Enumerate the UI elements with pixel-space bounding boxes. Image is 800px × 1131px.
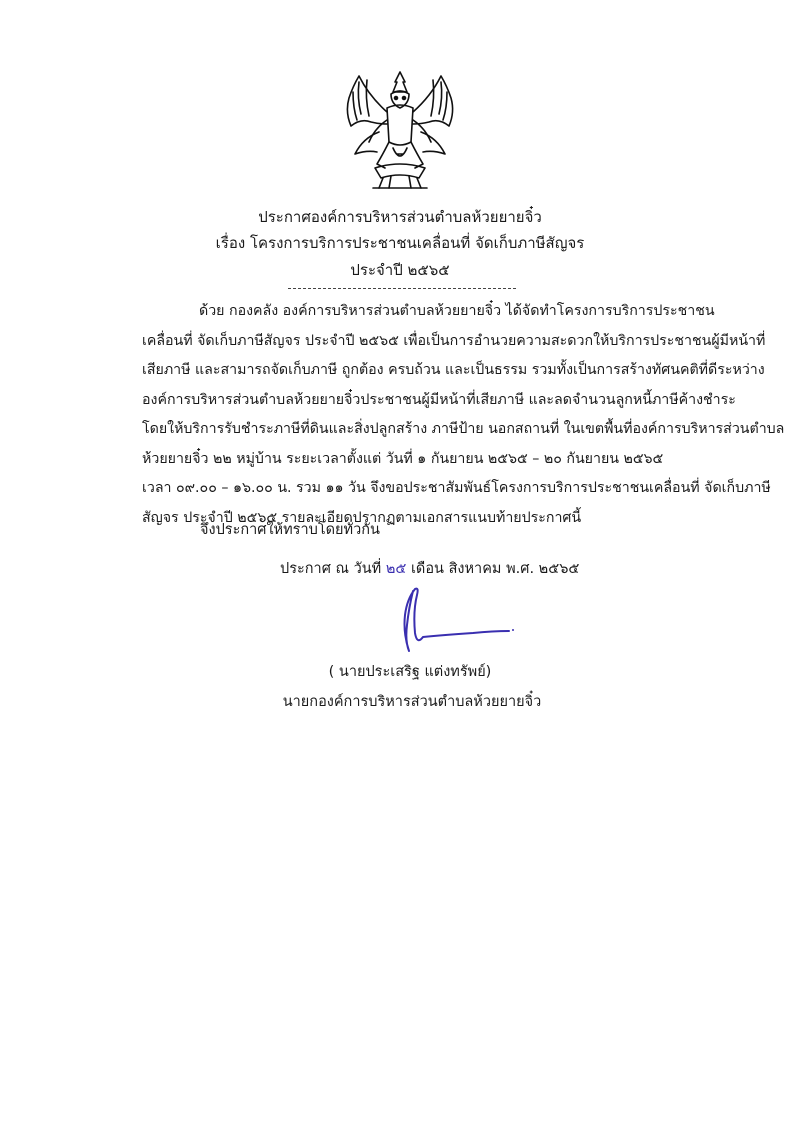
body-line: ด้วย กองคลัง องค์การบริหารส่วนตำบลห้วยยายจิ๋ว ได้จัดทำโครงการบริการประชาชน [199, 303, 715, 319]
announcement-title: ประกาศองค์การบริหารส่วนตำบลห้วยยายจิ๋ว [258, 208, 542, 226]
garuda-emblem [339, 68, 461, 194]
heading-divider [288, 288, 516, 289]
closing-statement: จึงประกาศให้ทราบโดยทั่วกัน [200, 522, 380, 538]
signer-name: ( นายประเสริฐ แต่งทรัพย์) [328, 664, 492, 680]
announcement-year: ประจำปี ๒๕๖๕ [350, 261, 450, 279]
body-line: โดยให้บริการรับชำระภาษีที่ดินและสิ่งปลูกสร้าง ภาษีป้าย นอกสถานที่ ในเขตพื้นที่องค์การบริหารส่วนตำบล [142, 421, 785, 437]
body-line: ห้วยยายจิ๋ว ๒๒ หมู่บ้าน ระยะเวลาตั้งแต่ วันที่ ๑ กันยายน ๒๕๖๕ – ๒๐ กันยายน ๒๕๖๕ [142, 450, 664, 467]
announcement-subject: เรื่อง โครงการบริการประชาชนเคลื่อนที่ จัดเก็บภาษีสัญจร [215, 234, 585, 252]
date-suffix: เดือน สิงหาคม พ.ศ. ๒๕๖๕ [410, 561, 580, 577]
date-day-handwritten: ๒๕ [385, 561, 407, 577]
body-line: เวลา ๐๙.๐๐ – ๑๖.๐๐ น. รวม ๑๑ วัน จึงขอประชาสัมพันธ์โครงการบริการประชาชนเคลื่อนที่ จัดเก็บภาษี [142, 480, 771, 496]
body-line: สัญจร ประจำปี ๒๕๖๕ รายละเอียดปรากฏตามเอกสารแนบท้ายประกาศนี้ [142, 509, 582, 526]
body-line: เสียภาษี และสามารถจัดเก็บภาษี ถูกต้อง ครบถ้วน และเป็นธรรม รวมทั้งเป็นการสร้างทัศนคติที่ดีระหว่าง [142, 362, 765, 378]
announcement-date [280, 557, 579, 580]
signer-title: นายกองค์การบริหารส่วนตำบลห้วยยายจิ๋ว [282, 694, 542, 710]
body-line: องค์การบริหารส่วนตำบลห้วยยายจิ๋วประชาชนผู้มีหน้าที่เสียภาษี และลดจำนวนลูกหนี้ภาษีค้างชำระ [142, 391, 736, 408]
date-prefix: ประกาศ ณ วันที่ [280, 561, 382, 577]
handwritten-signature [383, 585, 523, 655]
announcement-body [142, 297, 785, 533]
body-line: เคลื่อนที่ จัดเก็บภาษีสัญจร ประจำปี ๒๕๖๕ เพื่อเป็นการอำนวยความสะดวกให้บริการประชาชนผู้มีหน้าที่ [142, 332, 766, 349]
